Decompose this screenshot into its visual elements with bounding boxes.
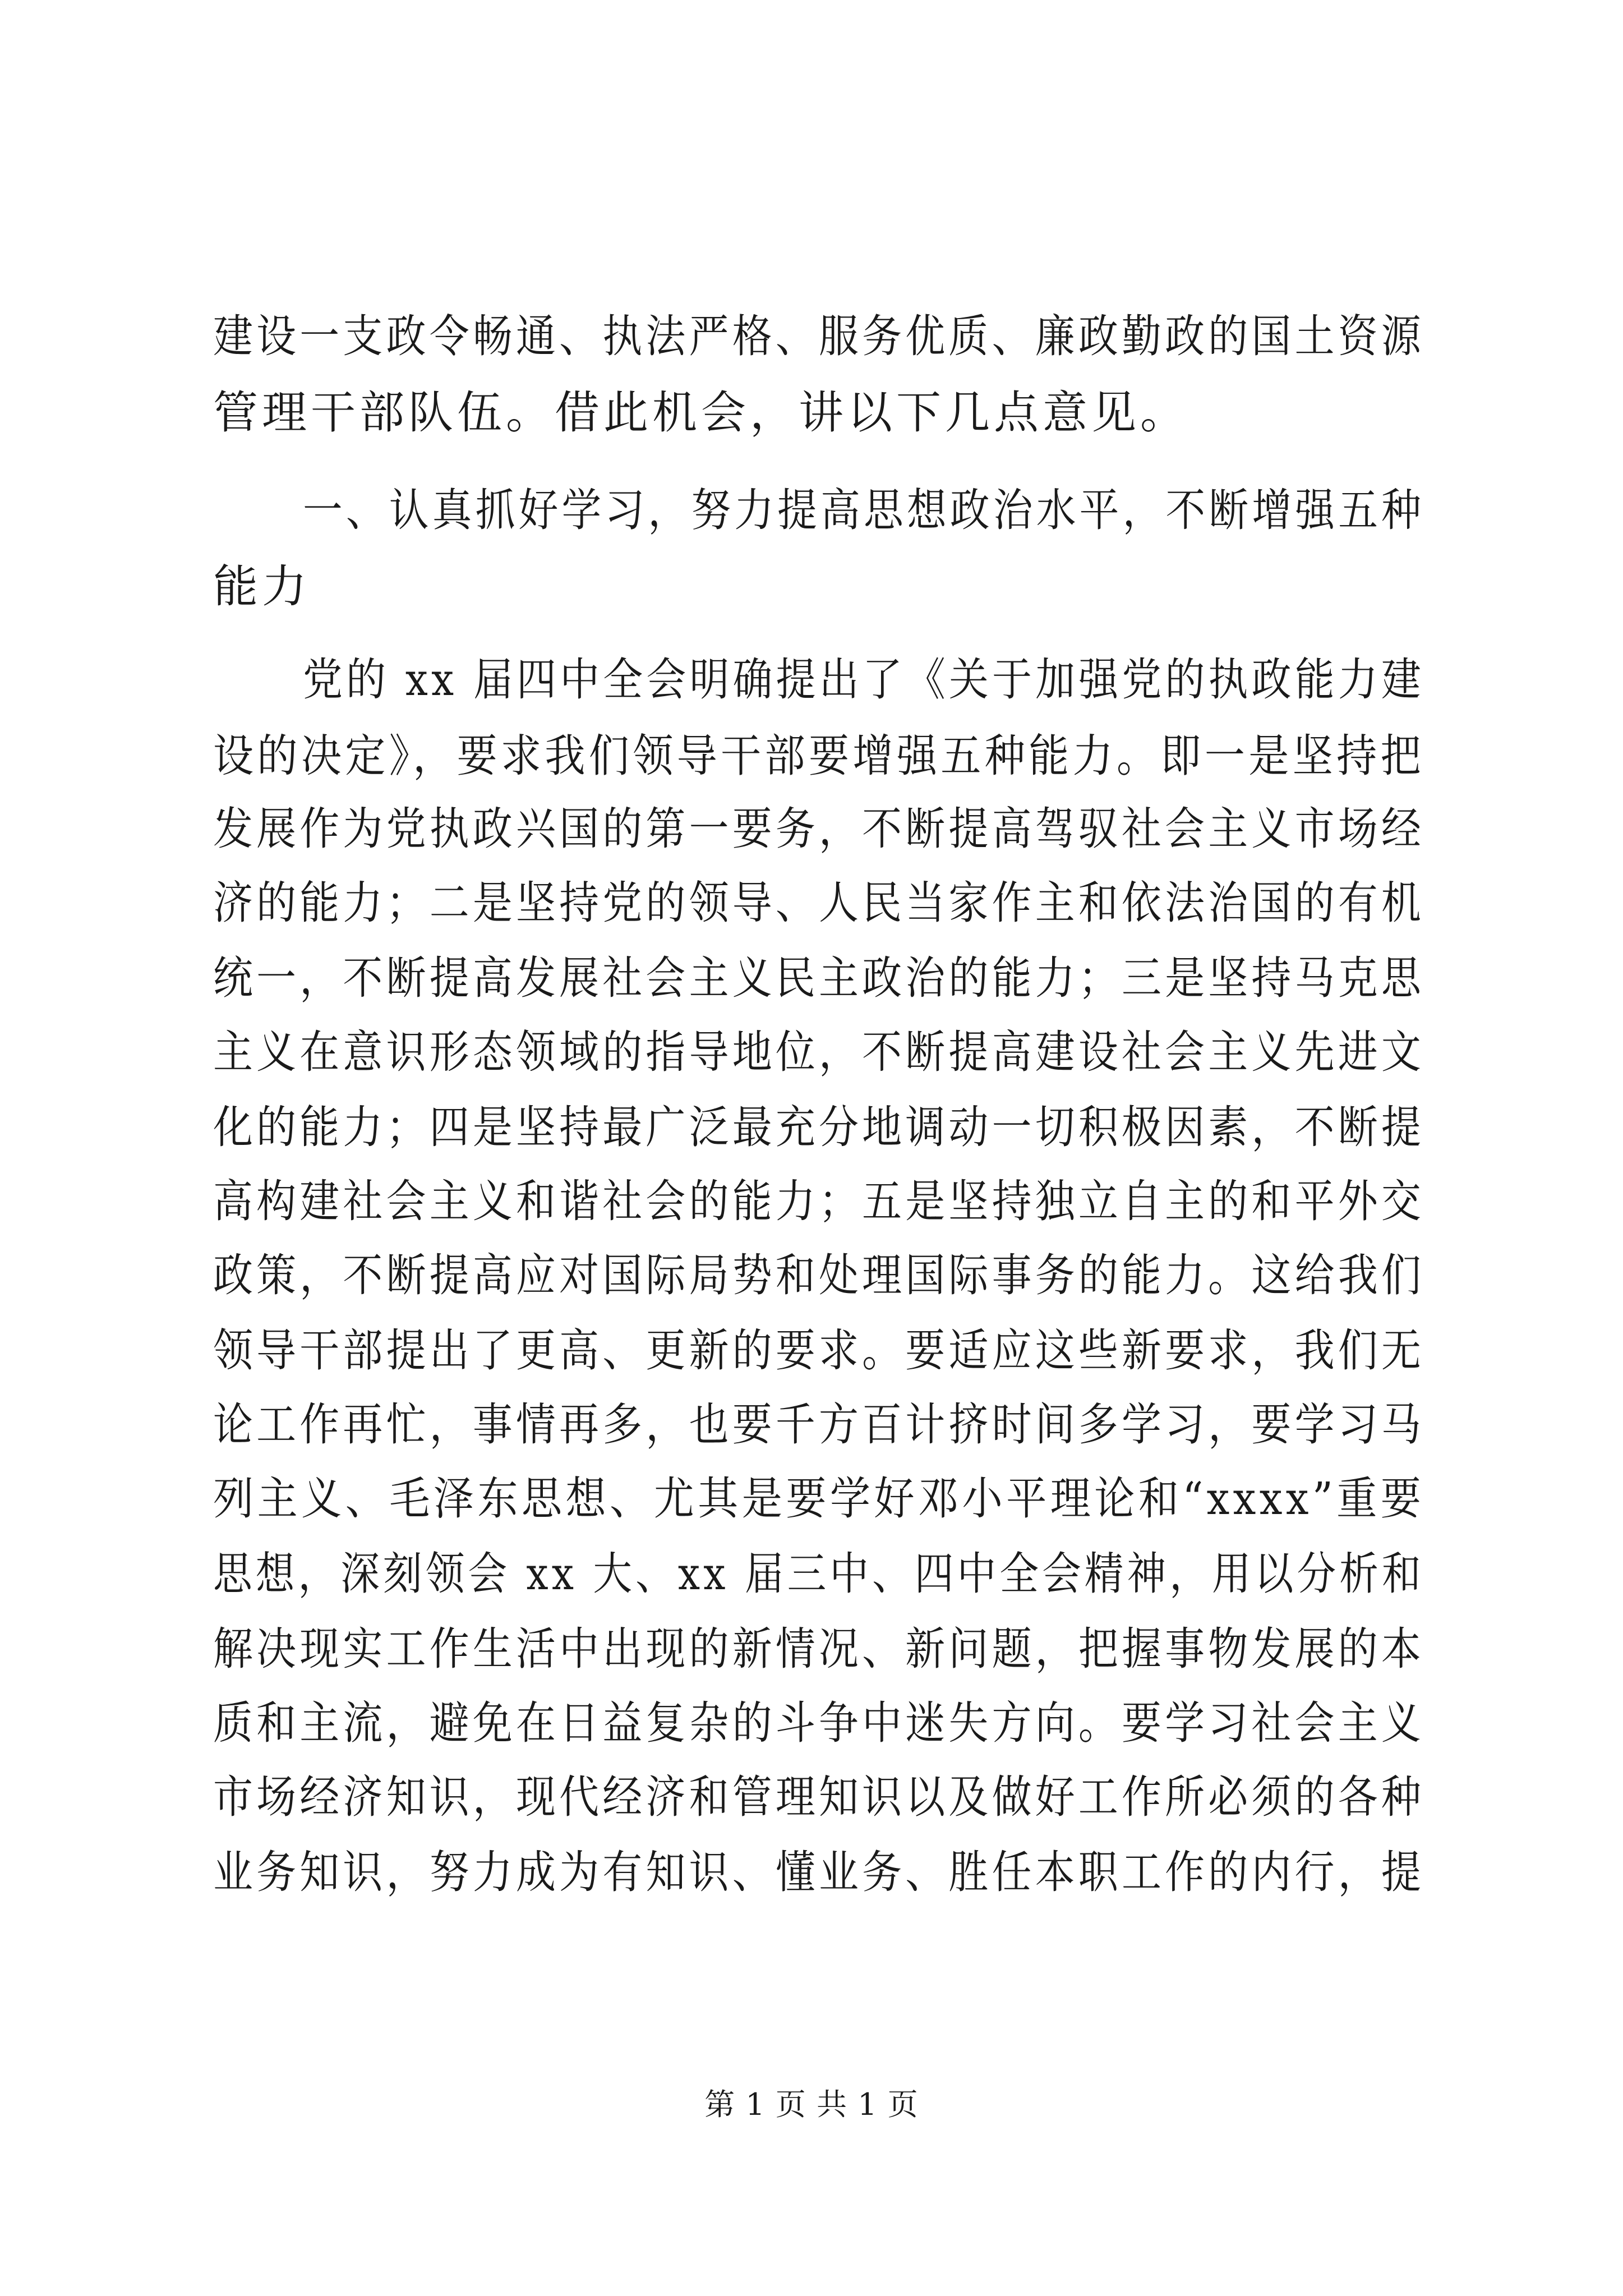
body-text-line: 质和主流，避免在日益复杂的斗争中迷失方向。要学习社会主义: [213, 1697, 1425, 1749]
body-text-line: 市场经济知识，现代经济和管理知识以及做好工作所必须的各种: [213, 1771, 1425, 1823]
body-text-line: 领导干部提出了更高、更新的要求。要适应这些新要求，我们无: [213, 1324, 1425, 1377]
page-footer: 第 1 页 共 1 页: [704, 2087, 919, 2122]
body-text-line: 统一，不断提高发展社会主义民主政治的能力；三是坚持马克思: [213, 952, 1425, 1004]
body-text-line: 发展作为党执政兴国的第一要务，不断提高驾驭社会主义市场经: [213, 803, 1425, 855]
body-text-line: 济的能力；二是坚持党的领导、人民当家作主和依法治国的有机: [213, 877, 1425, 929]
body-text-line: 论工作再忙，事情再多，也要千方百计挤时间多学习，要学习马: [213, 1398, 1425, 1451]
body-text-line: 政策，不断提高应对国际局势和处理国际事务的能力。这给我们: [213, 1249, 1425, 1301]
body-text-line: 列主义、毛泽东思想、尤其是要学好邓小平理论和“xxxx”重要: [213, 1473, 1425, 1525]
body-text-line: 设的决定》，要求我们领导干部要增强五种能力。即一是坚持把: [213, 730, 1424, 782]
body-text-line: 高构建社会主义和谐社会的能力；五是坚持独立自主的和平外交: [213, 1175, 1425, 1227]
body-text-line: 管理干部队伍。借此机会，讲以下几点意见。: [213, 386, 1189, 439]
section-heading-line: 能力: [213, 560, 311, 613]
body-text-line: 建设一支政令畅通、执法严格、服务优质、廉政勤政的国土资源: [213, 310, 1425, 362]
body-text-line: 党的 xx 届四中全会明确提出了《关于加强党的执政能力建: [303, 654, 1425, 706]
body-text-line: 思想，深刻领会 xx 大、xx 届三中、四中全会精神，用以分析和: [213, 1548, 1424, 1600]
body-text-line: 解决现实工作生活中出现的新情况、新问题，把握事物发展的本: [213, 1623, 1425, 1675]
body-text-line: 业务知识，努力成为有知识、懂业务、胜任本职工作的内行，提: [213, 1846, 1425, 1898]
body-text-line: 化的能力；四是坚持最广泛最充分地调动一切积极因素，不断提: [213, 1101, 1425, 1153]
section-heading-line: 一、认真抓好学习，努力提高思想政治水平，不断增强五种: [303, 484, 1425, 536]
body-text-line: 主义在意识形态领域的指导地位，不断提高建设社会主义先进文: [213, 1026, 1425, 1078]
